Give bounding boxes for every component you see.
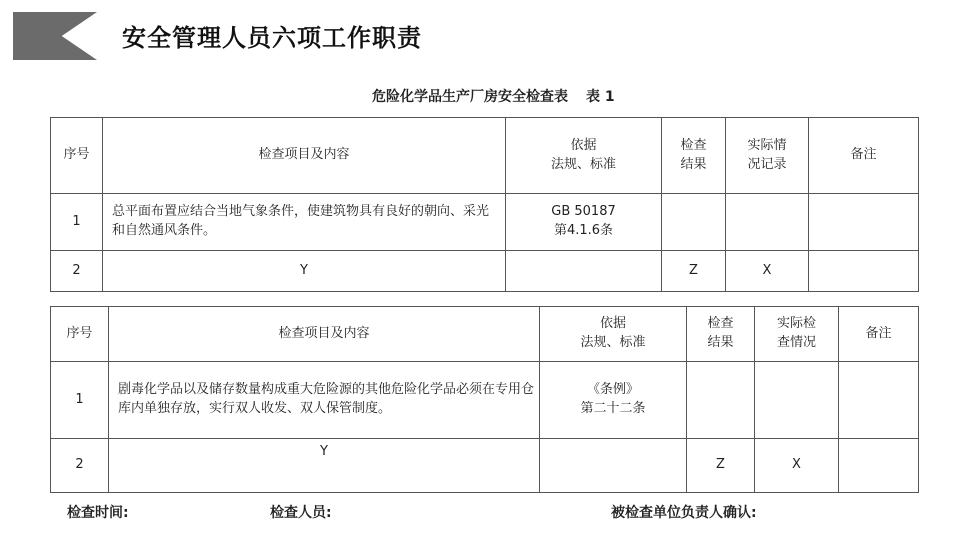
- header-basis-line1: 依据: [599, 316, 626, 332]
- header-remark: 备注: [839, 307, 919, 362]
- cell-seq: 1: [51, 194, 103, 251]
- cell-actual: X: [726, 251, 809, 292]
- header-basis-line2: 法规、标准: [580, 335, 646, 350]
- table-number: 表 1: [586, 89, 615, 105]
- cell-result: Z: [662, 251, 726, 292]
- header-actual-line2: 查情况: [776, 335, 816, 350]
- cell-content: 总平面布置应结合当地气象条件，使建筑物具有良好的朝向、采光和自然通风条件。: [103, 194, 506, 251]
- cell-basis-line1: GB 50187: [551, 204, 616, 220]
- cell-content: Y: [109, 439, 540, 493]
- cell-seq: 1: [51, 362, 109, 439]
- header-item: 检查项目及内容: [103, 118, 506, 194]
- cell-result: [687, 362, 755, 439]
- cell-actual: X: [755, 439, 839, 493]
- cell-result: Z: [687, 439, 755, 493]
- cell-content: 剧毒化学品以及储存数量构成重大危险源的其他危险化学品必须在专用仓库内单独存放，实行双人收发、双人保管制度。: [109, 362, 540, 439]
- cell-remark: [839, 362, 919, 439]
- header-result-line2: 结果: [680, 156, 707, 172]
- footer-confirm: 被检查单位负责人确认:: [611, 505, 757, 521]
- table-row: [51, 362, 919, 439]
- cell-basis: [506, 194, 662, 251]
- cell-remark: [809, 251, 919, 292]
- table-row: [51, 194, 919, 251]
- header-actual: [726, 118, 809, 194]
- header-basis: [506, 118, 662, 194]
- cell-seq: 2: [51, 439, 109, 493]
- header-remark: 备注: [809, 118, 919, 194]
- header-actual-line2: 况记录: [747, 156, 787, 172]
- cell-actual: [726, 194, 809, 251]
- header-result-line2: 结果: [707, 335, 734, 350]
- inspection-table-1: [50, 117, 919, 292]
- cell-basis: [506, 251, 662, 292]
- header-seq: 序号: [51, 118, 103, 194]
- cell-seq: 2: [51, 251, 103, 292]
- cell-remark: [839, 439, 919, 493]
- table-row: [51, 251, 919, 292]
- header-actual: [755, 307, 839, 362]
- table-caption-text: 危险化学品生产厂房安全检查表: [372, 89, 568, 105]
- header-basis-line2: 法规、标准: [550, 156, 616, 172]
- header-result: [662, 118, 726, 194]
- header-item: 检查项目及内容: [109, 307, 540, 362]
- cell-basis: [540, 439, 687, 493]
- header-basis: [540, 307, 687, 362]
- header-basis-line1: 依据: [570, 137, 597, 153]
- table-header-row: [51, 118, 919, 194]
- footer-inspector: 检查人员:: [270, 505, 332, 521]
- header-result-line1: 检查: [707, 316, 734, 332]
- cell-basis: [540, 362, 687, 439]
- header-result-line1: 检查: [680, 137, 707, 153]
- title-arrow-decoration: [13, 12, 97, 60]
- cell-basis-line2: 第二十二条: [580, 401, 646, 416]
- cell-result: [662, 194, 726, 251]
- page-title: 安全管理人员六项工作职责: [122, 24, 422, 52]
- header-result: [687, 307, 755, 362]
- cell-content: Y: [103, 251, 506, 292]
- cell-remark: [809, 194, 919, 251]
- cell-basis-line1: 《条例》: [586, 382, 639, 398]
- header-seq: 序号: [51, 307, 109, 362]
- cell-basis-line2: 第4.1.6条: [553, 223, 614, 238]
- table-caption: [372, 86, 615, 106]
- header-actual-line1: 实际情: [747, 137, 787, 153]
- table-header-row: [51, 307, 919, 362]
- table-row: [51, 439, 919, 493]
- inspection-table-2: [50, 306, 919, 493]
- cell-actual: [755, 362, 839, 439]
- header-actual-line1: 实际检: [776, 316, 816, 332]
- footer-check-time: 检查时间:: [67, 505, 129, 521]
